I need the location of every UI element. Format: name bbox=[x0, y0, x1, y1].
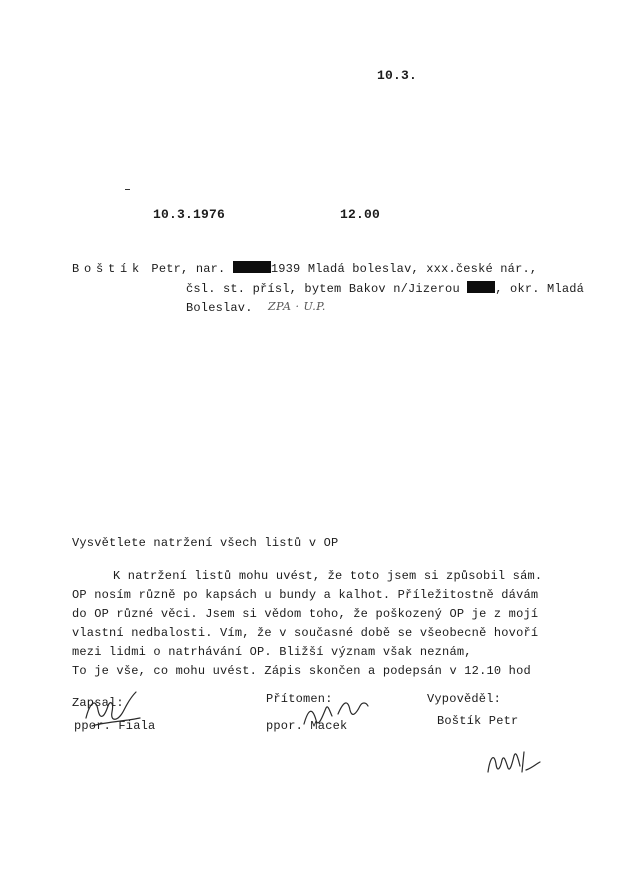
recorded-by-signature bbox=[80, 688, 150, 732]
testified-name: Boštík Petr bbox=[437, 714, 519, 728]
person-line-1 bbox=[72, 261, 537, 276]
redacted-birthdate bbox=[233, 261, 271, 273]
present-name: ppor. Macek bbox=[266, 719, 348, 733]
statement-line-3: do OP různé věci. Jsem si vědom toho, že poškozený OP je z mojí bbox=[72, 607, 539, 621]
statement-line-2: OP nosím různě po kapsách u bundy a kalhot. Příležitostně dávám bbox=[72, 588, 539, 602]
question: Vysvětlete natržení všech listů v OP bbox=[72, 536, 339, 550]
statement-line-6: To je vše, co mohu uvést. Zápis skončen a podepsán v 12.10 hod bbox=[72, 664, 531, 678]
person-line-2-text: čsl. st. přísl, bytem Bakov n/Jizerou bbox=[186, 282, 468, 296]
testified-label: Vypověděl: bbox=[427, 692, 502, 706]
statement-line-1: K natržení listů mohu uvést, že toto jsem si způsobil sám. bbox=[113, 569, 543, 583]
stray-mark bbox=[125, 189, 130, 190]
statement-line-5: mezi lidmi o natrhávání OP. Bližší význam však neznám, bbox=[72, 645, 472, 659]
redacted-address bbox=[467, 281, 495, 293]
person-line-2-after: , okr. Mladá bbox=[495, 282, 585, 296]
testified-signature bbox=[484, 744, 544, 780]
present-signature bbox=[300, 694, 372, 732]
recorded-by-label: Zapsal: bbox=[72, 696, 124, 710]
person-line-3: Boleslav. bbox=[186, 301, 253, 315]
present-label: Přítomen: bbox=[266, 692, 333, 706]
statement-line-4: vlastní nedbalosti. Vím, že v současné době se všeobecně hovoří bbox=[72, 626, 539, 640]
recorded-by-name: ppor. Fiala bbox=[74, 719, 156, 733]
record-date: 10.3.1976 bbox=[153, 207, 226, 222]
handwritten-note: ZPA · U.P. bbox=[268, 300, 326, 313]
record-time: 12.00 bbox=[340, 207, 381, 222]
person-line-1-text: Petr, nar. bbox=[144, 262, 233, 276]
person-surname: Boštík bbox=[72, 262, 145, 276]
person-line-1-after: 1939 Mladá boleslav, xxx.české nár., bbox=[270, 262, 538, 276]
person-line-2 bbox=[186, 281, 584, 296]
page-number: 10.3. bbox=[377, 68, 418, 83]
